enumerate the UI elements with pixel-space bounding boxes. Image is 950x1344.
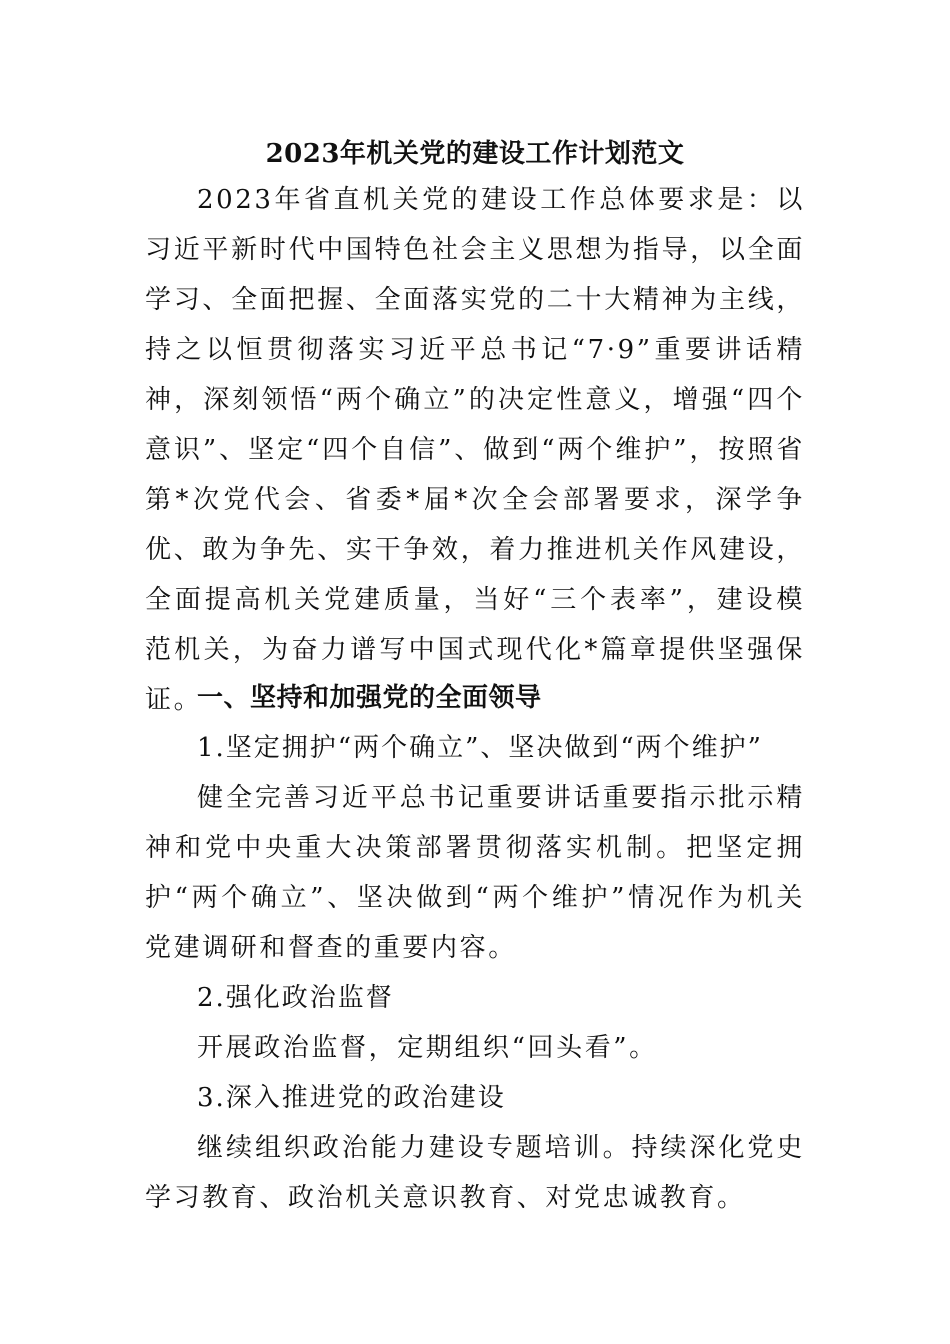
intro-paragraph: 2023年省直机关党的建设工作总体要求是：以习近平新时代中国特色社会主义思想为指导，以全面学习、全面把握、全面落实党的二十大精神为主线，持之以恒贯彻落实习近平总书记“7·9”重要讲话精神，深刻领悟“两个确立”的决定性意义，增强“四个意识”、坚定“四个自信”、做到“两个维护”，按照省第*次党代会、省委*届*次全会部署要求，深学争优、敢为争先、实干争效，着力推进机关作风建设，全面提高机关党建质量，当好“三个表率”，建设模范机关，为奋力谱写中国式现代化*篇章提供坚强保证。 [145, 185, 805, 715]
document-title: 2023年机关党的建设工作计划范文 [265, 139, 685, 169]
item-heading-1: 1.坚定拥护“两个确立”、坚决做到“两个维护” [197, 733, 763, 763]
item-paragraph-1: 健全完善习近平总书记重要讲话重要指示批示精神和党中央重大决策部署贯彻落实机制。把坚定拥护“两个确立”、坚决做到“两个维护”情况作为机关党建调研和督查的重要内容。 [145, 783, 805, 963]
item-paragraph-2: 开展政治监督，定期组织“回头看”。 [197, 1033, 658, 1063]
item-heading-2: 2.强化政治监督 [197, 983, 394, 1013]
item-heading-3: 3.深入推进党的政治建设 [197, 1083, 506, 1113]
section-heading-1: 一、坚持和加强党的全面领导 [197, 683, 542, 713]
item-paragraph-3: 继续组织政治能力建设专题培训。持续深化党史学习教育、政治机关意识教育、对党忠诚教育。 [145, 1133, 805, 1213]
